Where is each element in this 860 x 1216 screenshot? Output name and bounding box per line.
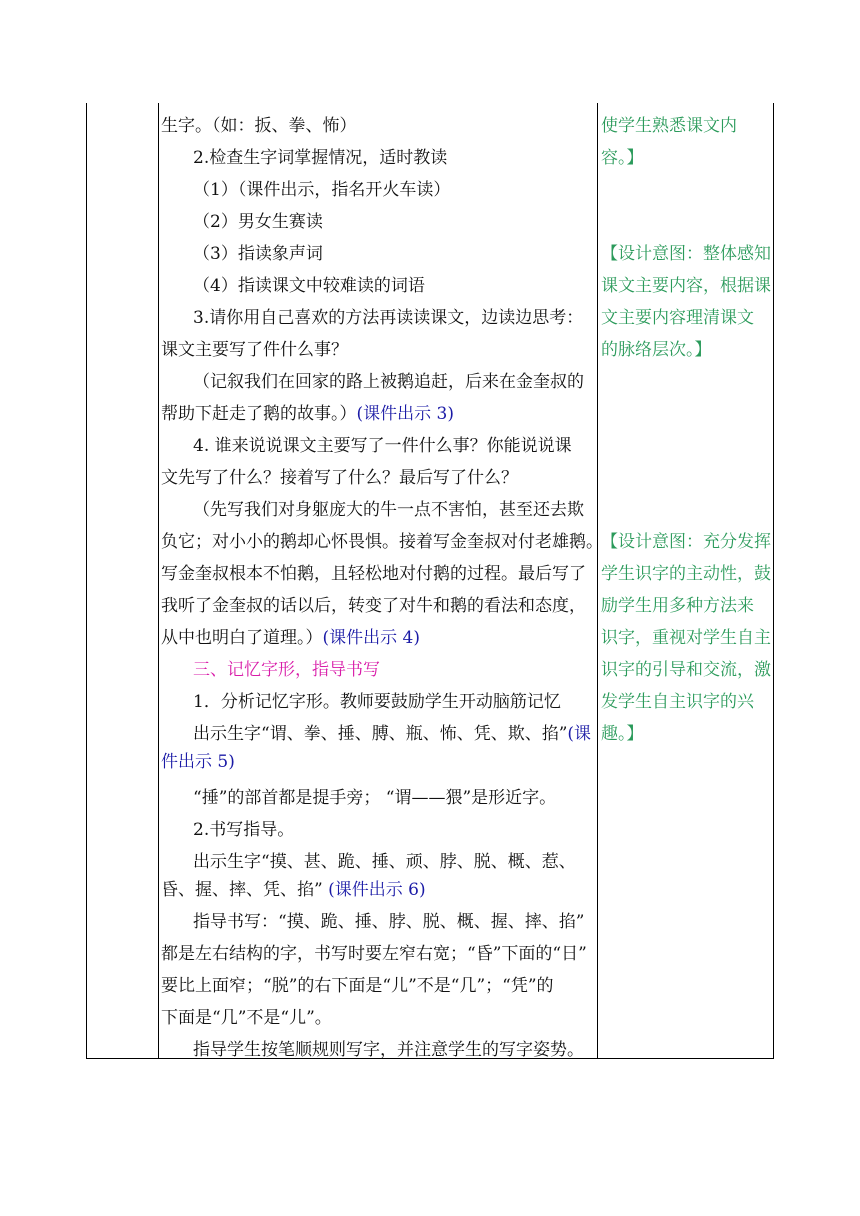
- text-line: 2.书写指导。: [193, 820, 295, 840]
- note-line: 容。】: [601, 148, 644, 168]
- text-line: [161, 752, 235, 772]
- section-heading: 三、记忆字形，指导书写: [193, 660, 380, 680]
- text-line: 3.请你用自己喜欢的方法再读读课文，边读边思考：: [193, 308, 584, 328]
- courseware-tag: (课件出示 3): [356, 404, 454, 424]
- text-line: 负它；对小小的鹅却心怀畏惧。接着写金奎叔对付老雄鹅。: [161, 532, 603, 552]
- table-divider-2: [597, 103, 598, 1059]
- text-line: 指导书写：“摸、跪、捶、脖、脱、概、握、摔、掐”: [193, 912, 585, 932]
- courseware-tag: (课: [567, 724, 592, 744]
- table-border-left: [86, 103, 87, 1059]
- text-line: 2.检查生字词掌握情况，适时教读: [193, 148, 448, 168]
- courseware-tag: (课件出示 6): [322, 880, 426, 900]
- text-line: 课文主要写了件什么事？: [161, 340, 348, 360]
- table-divider-1: [158, 103, 159, 1059]
- courseware-tag: 件出示 5): [161, 752, 235, 772]
- text-line: 都是左右结构的字，书写时要左窄右宽；“昏”下面的“日”: [161, 944, 587, 964]
- note-line: 发学生自主识字的兴: [601, 692, 754, 712]
- text-line: 我听了金奎叔的话以后，转变了对牛和鹅的看法和态度，: [161, 596, 586, 616]
- note-line: 识字，重视对学生自主: [601, 628, 771, 648]
- text-line: 帮助下赶走了鹅的故事。）(课件出示 3): [161, 404, 454, 424]
- text-line: 指导学生按笔顺规则写字，并注意学生的写字姿势。: [193, 1040, 584, 1060]
- text-line: （记叙我们在回家的路上被鹅追赶，后来在金奎叔的: [193, 372, 584, 392]
- note-line: 学生识字的主动性，鼓: [601, 564, 771, 584]
- text-line: 文先写了什么？接着写了什么？最后写了什么？: [161, 468, 518, 488]
- note-line: 识字的引导和交流，激: [601, 660, 771, 680]
- table-border-right: [773, 103, 774, 1059]
- text-line: 从中也明白了道理。）(课件出示 4): [161, 628, 420, 648]
- note-line: 文主要内容理清课文: [601, 308, 754, 328]
- text-line: 昏、握、摔、凭、掐” (课件出示 6): [161, 880, 426, 900]
- note-line: 使学生熟悉课文内: [601, 116, 737, 136]
- courseware-tag: (课件出示 4): [322, 628, 420, 648]
- note-line: 【设计意图：整体感知: [601, 244, 771, 264]
- note-line: 课文主要内容，根据课: [601, 276, 771, 296]
- text-line: 1．分析记忆字形。教师要鼓励学生开动脑筋记忆: [193, 692, 561, 712]
- text-line: “捶”的部首都是提手旁； “谓——猥”是形近字。: [193, 788, 557, 808]
- text-line: （4）指读课文中较难读的词语: [193, 276, 425, 296]
- text-line: 出示生字“摸、甚、跪、捶、顽、脖、脱、概、惹、: [193, 852, 576, 872]
- text-line: 写金奎叔根本不怕鹅，且轻松地对付鹅的过程。最后写了: [161, 564, 586, 584]
- text-line: 要比上面窄；“脱”的右下面是“儿”不是“几”；“凭”的: [161, 976, 554, 996]
- text-line: 生字。（如：扳、拳、怖）: [161, 116, 357, 136]
- text-line: 出示生字“谓、拳、捶、膊、瓶、怖、凭、欺、掐”(课: [193, 724, 592, 744]
- text-line: 下面是“几”不是“儿”。: [161, 1008, 332, 1028]
- text-line: （先写我们对身躯庞大的牛一点不害怕，甚至还去欺: [193, 500, 584, 520]
- note-line: 趣。】: [601, 724, 644, 744]
- note-line: 【设计意图：充分发挥: [601, 532, 771, 552]
- text-line: （1）（课件出示，指名开火车读）: [193, 180, 451, 200]
- note-line: 励学生用多种方法来: [601, 596, 754, 616]
- text-line: （3）指读象声词: [193, 244, 323, 264]
- text-line: （2）男女生赛读: [193, 212, 323, 232]
- note-line: 的脉络层次。】: [601, 340, 712, 360]
- text-line: 4. 谁来说说课文主要写了一件什么事？你能说说课: [193, 436, 572, 456]
